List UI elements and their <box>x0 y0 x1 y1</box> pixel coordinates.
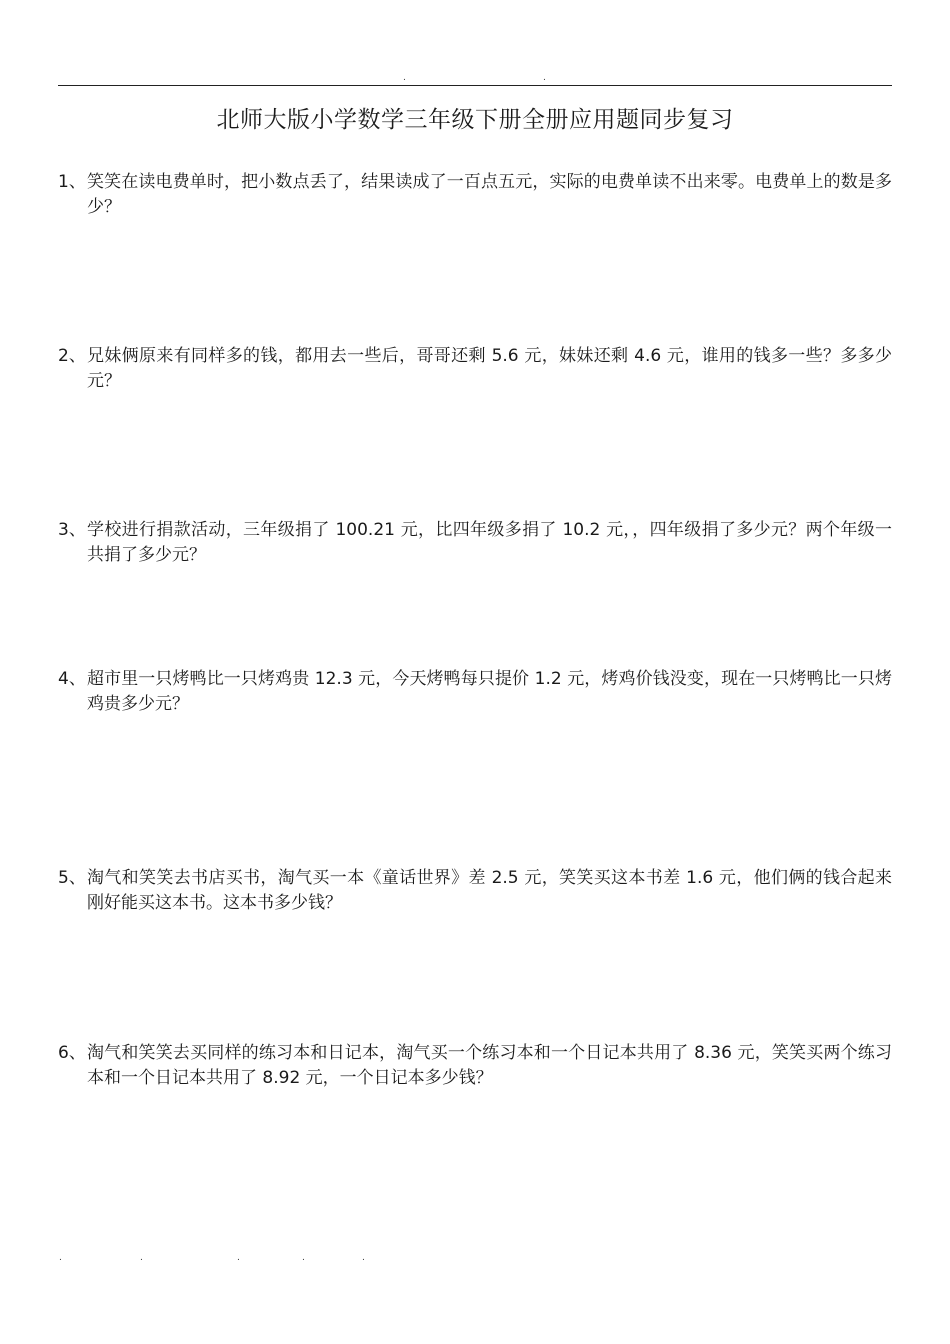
question-item <box>58 518 892 568</box>
question-text: 笑笑在读电费单时，把小数点丢了，结果读成了一百点五元，实际的电费单读不出来零。电费单上的数是多少？ <box>87 172 892 217</box>
header-dot: . <box>543 73 546 83</box>
footer-dot: . <box>59 1253 62 1263</box>
question-number: 5、 <box>58 868 86 888</box>
question-item <box>58 866 892 916</box>
question-text: 学校进行捐款活动，三年级捐了 100.21 元，比四年级多捐了 10.2 元，，四年级捐了多少元？两个年级一共捐了多少元？ <box>87 520 892 565</box>
question-item <box>58 170 892 220</box>
question-item <box>58 667 892 717</box>
footer-dot: . <box>362 1253 365 1263</box>
footer-dot: . <box>302 1253 305 1263</box>
header-dot: . <box>403 73 406 83</box>
question-number: 6、 <box>58 1043 86 1063</box>
footer-dot: . <box>237 1253 240 1263</box>
question-text: 淘气和笑笑去书店买书，淘气买一本《童话世界》差 2.5 元，笑笑买这本书差 1.6 元，他们俩的钱合起来刚好能买这本书。这本书多少钱？ <box>87 868 892 913</box>
question-text: 兄妹俩原来有同样多的钱，都用去一些后，哥哥还剩 5.6 元，妹妹还剩 4.6 元，谁用的钱多一些？多多少元？ <box>87 346 892 391</box>
header-rule <box>58 85 892 86</box>
question-item <box>58 1041 892 1091</box>
question-text: 淘气和笑笑去买同样的练习本和日记本，淘气买一个练习本和一个日记本共用了 8.36 元，笑笑买两个练习本和一个日记本共用了 8.92 元，一个日记本多少钱？ <box>87 1043 892 1088</box>
question-number: 2、 <box>58 346 86 366</box>
question-number: 1、 <box>58 172 86 192</box>
footer-dot: . <box>140 1253 143 1263</box>
question-text: 超市里一只烤鸭比一只烤鸡贵 12.3 元，今天烤鸭每只提价 1.2 元，烤鸡价钱没变，现在一只烤鸭比一只烤鸡贵多少元？ <box>87 669 892 714</box>
page-title: 北师大版小学数学三年级下册全册应用题同步复习 <box>216 107 734 133</box>
question-number: 4、 <box>58 669 86 689</box>
question-item <box>58 344 892 394</box>
question-number: 3、 <box>58 520 86 540</box>
